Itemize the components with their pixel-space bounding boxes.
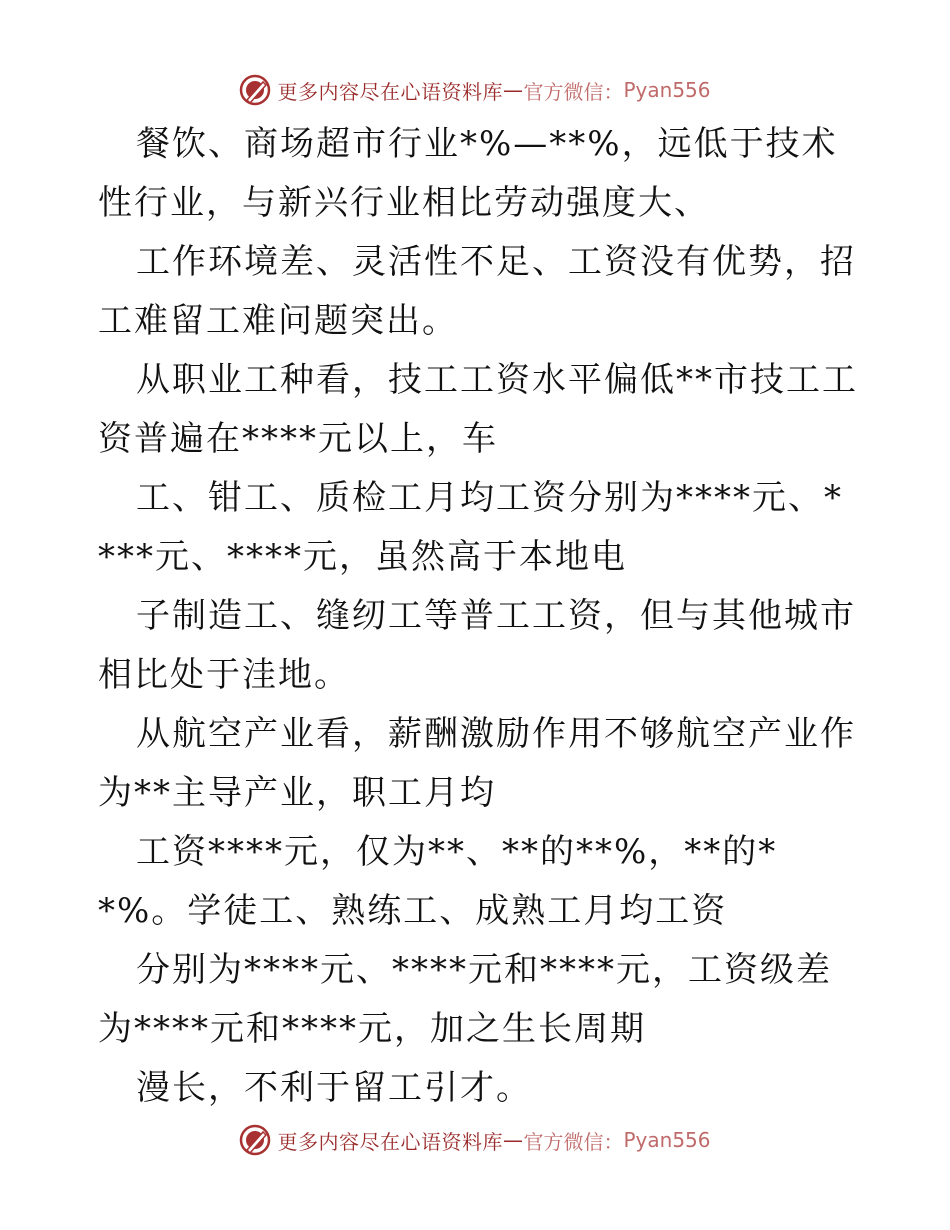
watermark-text: 更多内容尽在心语资料库: [277, 79, 503, 104]
wechat-id: Pyan556: [623, 1128, 711, 1152]
wechat-label: 官方微信：: [523, 1129, 624, 1154]
pen-logo-icon: [239, 1124, 271, 1156]
paragraph: 从航空产业看，薪酬激励作用不够航空产业作为**主导产业，职工月均: [98, 714, 856, 813]
wechat-label: 官方微信：: [523, 79, 624, 104]
watermark-text: 更多内容尽在心语资料库: [277, 1129, 503, 1154]
paragraph: 子制造工、缝纫工等普工工资，但与其他城市相比处于洼地。: [98, 596, 856, 695]
footer-watermark: [0, 1120, 950, 1160]
paragraph: 工、钳工、质检工月均工资分别为****元、****元、****元，虽然高于本地电: [98, 478, 843, 577]
pen-logo-icon: [239, 74, 271, 106]
paragraph: 工作环境差、灵活性不足、工资没有优势，招工难留工难问题突出。: [98, 242, 856, 341]
paragraph: 餐饮、商场超市行业*%—**%，远低于技术性行业，与新兴行业相比劳动强度大、: [98, 124, 838, 223]
wechat-id: Pyan556: [623, 78, 711, 102]
header-watermark: [0, 70, 950, 110]
paragraph: 从职业工种看，技工工资水平偏低**市技工工资普遍在****元以上，车: [98, 360, 858, 459]
document-body: [98, 115, 858, 1118]
paragraph: 工资****元，仅为**、**的**%，**的**%。学徒工、熟练工、成熟工月均工资: [98, 832, 778, 931]
watermark-separator: —: [502, 1128, 524, 1152]
paragraph: 漫长，不利于留工引才。: [136, 1068, 532, 1108]
watermark-separator: —: [502, 78, 524, 102]
paragraph: 分别为****元、****元和****元，工资级差为****元和****元，加之生长周期: [98, 950, 832, 1049]
